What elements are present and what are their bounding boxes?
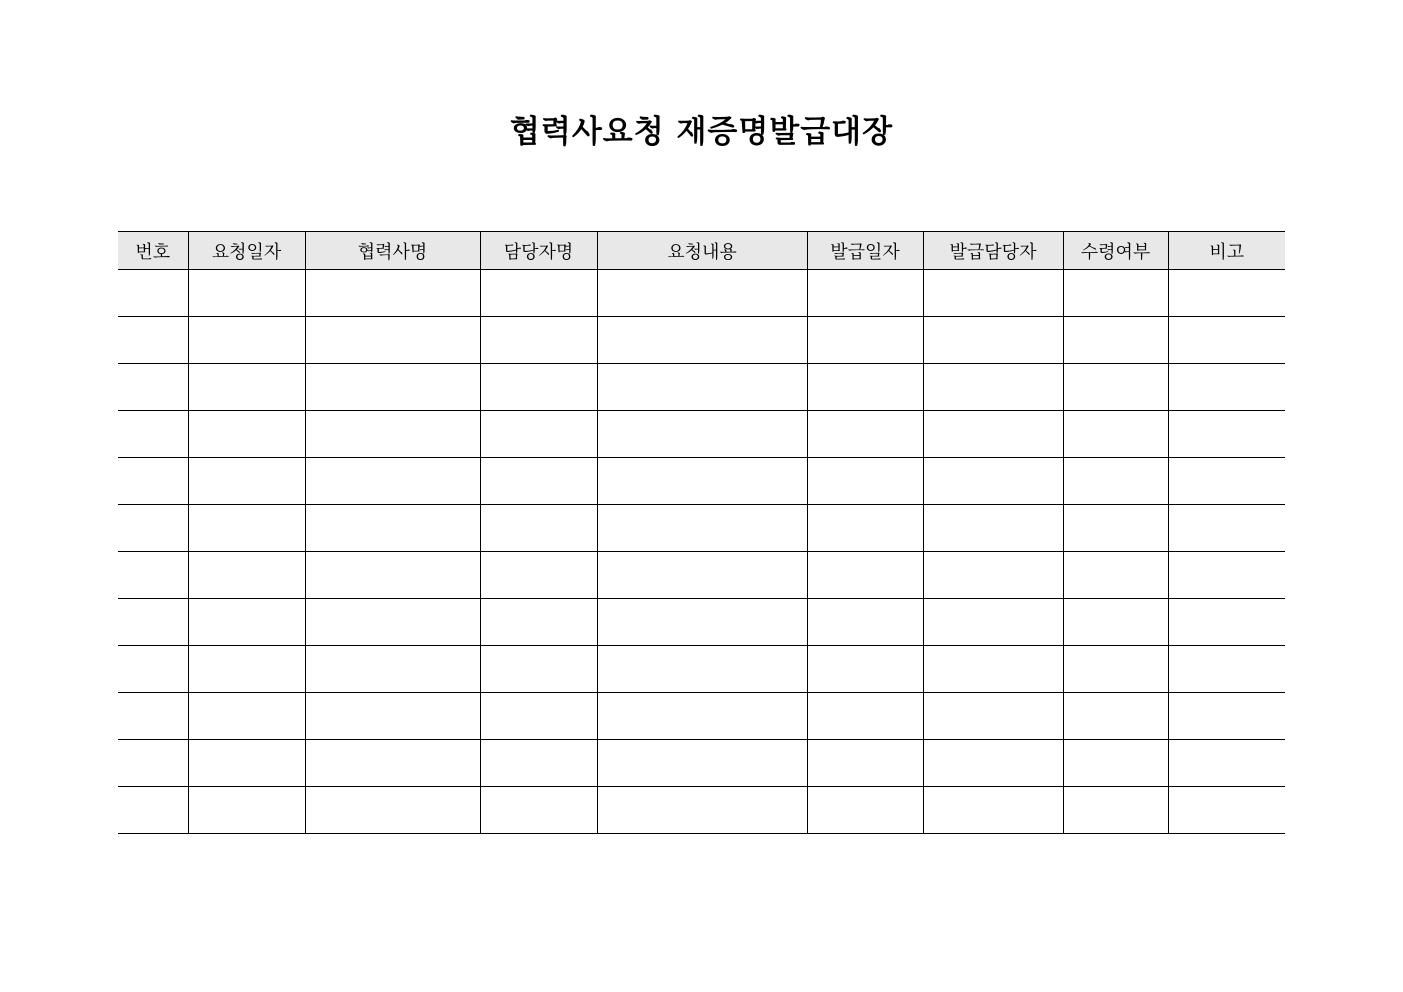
column-header-request-details: 요청내용 <box>597 232 807 270</box>
table-cell[interactable] <box>807 505 923 552</box>
table-cell[interactable] <box>1168 270 1285 317</box>
table-cell[interactable] <box>923 693 1063 740</box>
table-cell[interactable] <box>597 458 807 505</box>
table-row <box>118 505 1285 552</box>
table-cell[interactable] <box>1168 552 1285 599</box>
table-cell[interactable] <box>1063 505 1168 552</box>
table-cell[interactable] <box>597 317 807 364</box>
table-cell[interactable] <box>118 740 188 787</box>
table-cell[interactable] <box>1063 270 1168 317</box>
table-cell[interactable] <box>305 599 480 646</box>
table-cell[interactable] <box>1168 505 1285 552</box>
table-cell[interactable] <box>1168 646 1285 693</box>
table-cell[interactable] <box>305 364 480 411</box>
table-cell[interactable] <box>1168 411 1285 458</box>
table-cell[interactable] <box>923 552 1063 599</box>
table-cell[interactable] <box>923 270 1063 317</box>
table-cell[interactable] <box>923 599 1063 646</box>
table-cell[interactable] <box>480 787 597 834</box>
table-row <box>118 740 1285 787</box>
table-cell[interactable] <box>480 411 597 458</box>
table-cell[interactable] <box>1063 411 1168 458</box>
table-cell[interactable] <box>923 787 1063 834</box>
table-cell[interactable] <box>305 693 480 740</box>
table-cell[interactable] <box>807 364 923 411</box>
table-cell[interactable] <box>807 411 923 458</box>
table-cell[interactable] <box>480 458 597 505</box>
column-header-request-date: 요청일자 <box>188 232 305 270</box>
table-cell[interactable] <box>305 552 480 599</box>
table-cell[interactable] <box>1168 317 1285 364</box>
table-row <box>118 552 1285 599</box>
table-cell[interactable] <box>305 270 480 317</box>
table-row <box>118 364 1285 411</box>
table-cell[interactable] <box>923 364 1063 411</box>
table-cell[interactable] <box>305 505 480 552</box>
table-cell[interactable] <box>1063 599 1168 646</box>
column-header-remarks: 비고 <box>1168 232 1285 270</box>
table-row <box>118 458 1285 505</box>
table-row <box>118 599 1285 646</box>
table-cell[interactable] <box>480 740 597 787</box>
table-cell[interactable] <box>1168 364 1285 411</box>
table-cell[interactable] <box>118 411 188 458</box>
table-cell[interactable] <box>188 787 305 834</box>
table-cell[interactable] <box>807 646 923 693</box>
table-row <box>118 646 1285 693</box>
table-cell[interactable] <box>118 599 188 646</box>
header-row <box>118 232 1285 270</box>
table-cell[interactable] <box>1063 740 1168 787</box>
table-cell[interactable] <box>118 646 188 693</box>
table-cell[interactable] <box>597 740 807 787</box>
table-cell[interactable] <box>118 693 188 740</box>
table-cell[interactable] <box>1063 364 1168 411</box>
table-cell[interactable] <box>1063 317 1168 364</box>
table-cell[interactable] <box>1063 552 1168 599</box>
table-cell[interactable] <box>188 646 305 693</box>
table-cell[interactable] <box>597 599 807 646</box>
table-cell[interactable] <box>923 740 1063 787</box>
column-header-contact-name: 담당자명 <box>480 232 597 270</box>
table-cell[interactable] <box>1168 787 1285 834</box>
table-row <box>118 693 1285 740</box>
column-header-issue-date: 발급일자 <box>807 232 923 270</box>
table-cell[interactable] <box>188 505 305 552</box>
table-cell[interactable] <box>480 270 597 317</box>
column-header-partner-name: 협력사명 <box>305 232 480 270</box>
table-cell[interactable] <box>923 505 1063 552</box>
table-cell[interactable] <box>118 364 188 411</box>
table-cell[interactable] <box>480 599 597 646</box>
table-cell[interactable] <box>923 411 1063 458</box>
table-cell[interactable] <box>597 552 807 599</box>
table-cell[interactable] <box>597 270 807 317</box>
table-cell[interactable] <box>188 599 305 646</box>
column-header-number: 번호 <box>118 232 188 270</box>
table-cell[interactable] <box>807 599 923 646</box>
ledger-table <box>118 231 1285 834</box>
table-cell[interactable] <box>1168 693 1285 740</box>
table-cell[interactable] <box>188 411 305 458</box>
table-cell[interactable] <box>597 364 807 411</box>
table-cell[interactable] <box>188 693 305 740</box>
table-cell[interactable] <box>1063 458 1168 505</box>
table-cell[interactable] <box>923 646 1063 693</box>
table-cell[interactable] <box>305 317 480 364</box>
table-row <box>118 787 1285 834</box>
table-cell[interactable] <box>118 787 188 834</box>
column-header-issuer: 발급담당자 <box>923 232 1063 270</box>
table-cell[interactable] <box>305 411 480 458</box>
table-cell[interactable] <box>807 552 923 599</box>
table-cell[interactable] <box>597 411 807 458</box>
table-cell[interactable] <box>1063 693 1168 740</box>
table-cell[interactable] <box>1063 646 1168 693</box>
table-cell[interactable] <box>188 458 305 505</box>
table-cell[interactable] <box>807 270 923 317</box>
table-cell[interactable] <box>597 646 807 693</box>
table-cell[interactable] <box>305 740 480 787</box>
table-cell[interactable] <box>597 787 807 834</box>
table-cell[interactable] <box>480 364 597 411</box>
table-cell[interactable] <box>118 317 188 364</box>
table-cell[interactable] <box>480 646 597 693</box>
table-row <box>118 317 1285 364</box>
table-cell[interactable] <box>188 270 305 317</box>
column-header-received: 수령여부 <box>1063 232 1168 270</box>
table-cell[interactable] <box>188 552 305 599</box>
table-cell[interactable] <box>118 505 188 552</box>
table-cell[interactable] <box>923 317 1063 364</box>
table-row <box>118 270 1285 317</box>
table-cell[interactable] <box>807 693 923 740</box>
table-cell[interactable] <box>807 317 923 364</box>
table-cell[interactable] <box>480 505 597 552</box>
table-cell[interactable] <box>1063 787 1168 834</box>
table-cell[interactable] <box>188 317 305 364</box>
table-cell[interactable] <box>305 458 480 505</box>
table-cell[interactable] <box>305 646 480 693</box>
table-row <box>118 411 1285 458</box>
table-cell[interactable] <box>118 458 188 505</box>
table-cell[interactable] <box>118 552 188 599</box>
table-cell[interactable] <box>1168 740 1285 787</box>
table-cell[interactable] <box>188 364 305 411</box>
table-cell[interactable] <box>480 552 597 599</box>
page-title: 협력사요청 재증명발급대장 <box>509 114 894 150</box>
table-cell[interactable] <box>118 270 188 317</box>
table-cell[interactable] <box>480 317 597 364</box>
table-cell[interactable] <box>305 787 480 834</box>
table-cell[interactable] <box>597 693 807 740</box>
table-cell[interactable] <box>1168 458 1285 505</box>
table-cell[interactable] <box>1168 599 1285 646</box>
table-cell[interactable] <box>597 505 807 552</box>
table-cell[interactable] <box>188 740 305 787</box>
table-cell[interactable] <box>807 458 923 505</box>
table-cell[interactable] <box>807 787 923 834</box>
table-cell[interactable] <box>807 740 923 787</box>
table-cell[interactable] <box>480 693 597 740</box>
table-cell[interactable] <box>923 458 1063 505</box>
